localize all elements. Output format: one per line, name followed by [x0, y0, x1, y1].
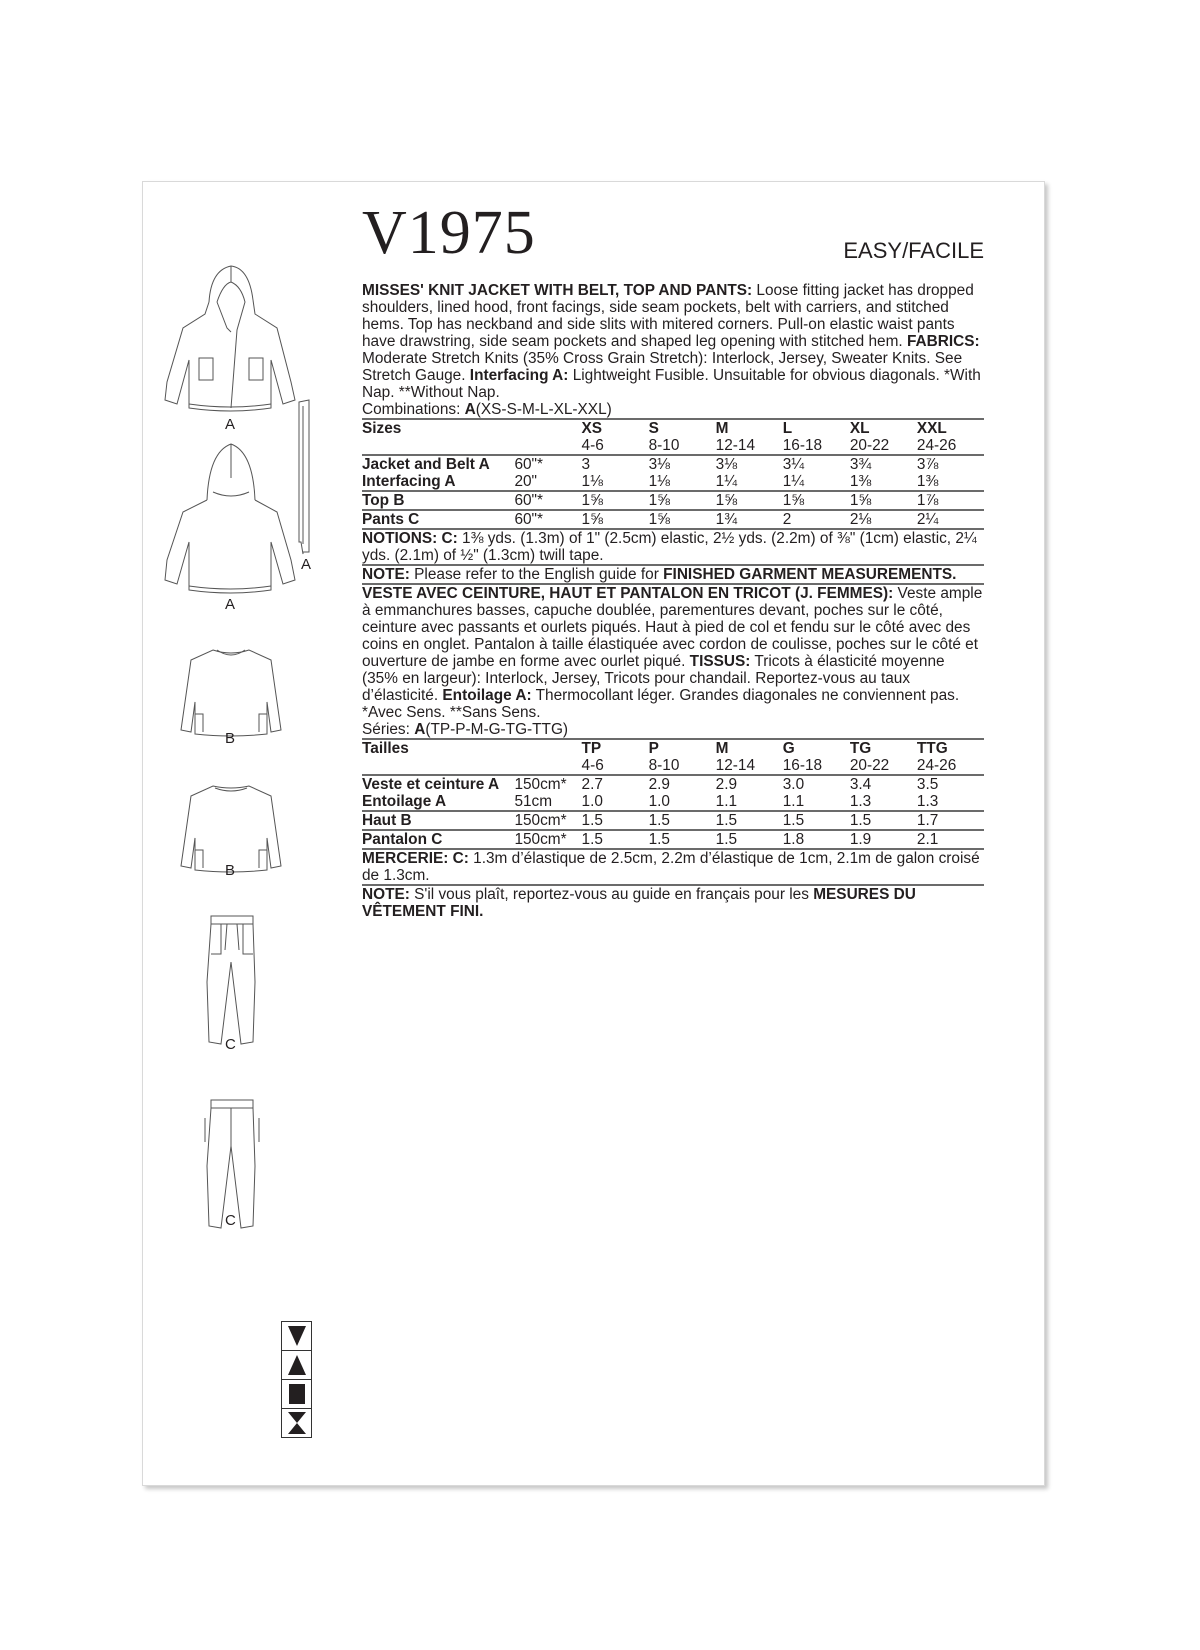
- table-row: Entoilage A 51cm 1.0 1.0 1.1 1.1 1.3 1.3: [362, 793, 939, 810]
- belt-drawing: [299, 400, 309, 554]
- table-row: Haut B 150cm* 1.5 1.5 1.5 1.5 1.5 1.7: [362, 811, 984, 830]
- pattern-symbols: [281, 1321, 312, 1438]
- jacket-back-drawing: [165, 444, 295, 593]
- table-row: Top B 60"* 1⅝ 1⅝ 1⅝ 1⅝ 1⅝ 1⅞: [362, 491, 984, 510]
- table-row: Pantalon C 150cm* 1.5 1.5 1.5 1.8 1.9 2.1: [362, 830, 984, 848]
- french-combinations: Séries: A(TP-P-M-G-TG-TTG): [362, 721, 569, 738]
- table-row: Jacket and Belt A 60"* 3 3⅛ 3⅛ 3¼ 3¾ 3⅞: [362, 455, 984, 473]
- english-notions: NOTIONS: C: 1⅜ yds. (1.3m) of 1" (2.5cm) elastic, 2½ yds. (2.2m) of ⅜" (1cm) elastic, 2¼ yds. (2.1m) of ½" (1.3cm) twill tape.: [362, 528, 984, 564]
- table-row: Pants C 60"* 1⅝ 1⅝ 1¾ 2 2⅛ 2¼: [362, 510, 984, 528]
- view-label-top-back: B: [225, 862, 236, 879]
- view-label-jacket-front: A: [225, 416, 236, 433]
- top-back-drawing: [181, 786, 281, 872]
- french-yardage-table: Tailles TP P M G TG TTG 4-6 8-10 12-14 16-18 20-22 24-26 Veste et ceinture A 150cm* 2.7 2.9 2.9 3.0 3.4 3.5 Entoilage A 51cm 1.0 1.0 1.1 1.1 1.3 1.3 Haut B 150cm* 1.5 1.5 1.5 1.5 1.5 1.7 Pantalon C 150cm* 1.5 1.5 1.5 1.8 1.9 2.1: [362, 738, 984, 848]
- view-label-top-front: B: [225, 730, 236, 747]
- view-label-pants-back: C: [225, 1212, 236, 1229]
- pattern-number: V1975: [362, 199, 536, 267]
- french-description: VESTE AVEC CEINTURE, HAUT ET PANTALON EN TRICOT (J. FEMMES): Veste ample à emmanchures basses, capuche doublée, parementures devant, poches sur le côté, ceinture avec passants et ourlets piqués. Haut à pied de col et fendu sur le côté avec des coins en onglet. Pantalon à taille élastiquée avec cordon de coulisse, poches sur le côté et ouverture de jambe en forme avec ourlet piqué. TISSUS: Tricots à élasticité moyenne (35% en largeur): Interlock, Jersey, Tricots pour chandail. Reportez-vous au taux d’élasticité. Entoilage A: Thermocollant léger. Grandes diagonales ne conviennent pas. *Avec Sens. **Sans Sens.: [362, 585, 983, 721]
- pattern-envelope-back: [142, 181, 1045, 1486]
- jacket-front-drawing: [165, 266, 295, 411]
- view-label-belt: A: [301, 556, 312, 573]
- pattern-info: [362, 282, 984, 920]
- view-label-jacket-back: A: [225, 596, 236, 613]
- technical-drawings: [143, 182, 353, 1312]
- top-front-drawing: [181, 650, 281, 736]
- triangle-down-icon: [288, 1326, 306, 1346]
- table-row: Interfacing A 20" 1⅛ 1⅛ 1¼ 1¼ 1⅜ 1⅜: [362, 473, 939, 490]
- english-yardage-table: Sizes XS S M L XL XXL 4-6 8-10 12-14 16-18 20-22 24-26 Jacket and Belt A 60"* 3 3⅛ 3⅛ 3¼ 3¾ 3⅞ Interfacing A 20" 1⅛ 1⅛ 1¼ 1¼ 1⅜ 1⅜ Top B 60"* 1⅝ 1⅝ 1⅝ 1⅝ 1⅝ 1⅞ Pants C 60"* 1⅝ 1⅝ 1¾ 2 2⅛ 2¼: [362, 418, 984, 528]
- english-description: MISSES' KNIT JACKET WITH BELT, TOP AND PANTS: Loose fitting jacket has dropped shoulders, lined hood, front facings, side seam pockets, belt with carriers, and stitched hems. Top has neckband and side slits with mitered corners. Pull-on elastic waist pants have drawstring, side seam pockets and shaped leg opening with stitched hem. FABRICS: Moderate Stretch Knits (35% Cross Grain Stretch): Interlock, Jersey, Sweater Knits. See Stretch Gauge. Interfacing A: Lightweight Fusible. Unsuitable for obvious diagonals. *With Nap. **Without Nap.: [362, 282, 981, 401]
- table-row: Veste et ceinture A 150cm* 2.7 2.9 2.9 3.0 3.4 3.5: [362, 775, 984, 793]
- view-label-pants-front: C: [225, 1036, 236, 1053]
- pants-front-drawing: [207, 916, 255, 1044]
- triangle-up-icon: [288, 1355, 306, 1375]
- square-icon: [289, 1384, 305, 1404]
- difficulty-level: EASY/FACILE: [843, 238, 984, 263]
- pants-back-drawing: [205, 1100, 259, 1228]
- english-note: NOTE: Please refer to the English guide for FINISHED GARMENT MEASUREMENTS.: [362, 564, 984, 583]
- hourglass-icon: [288, 1412, 306, 1434]
- french-notions: MERCERIE: C: 1.3m d’élastique de 2.5cm, 2.2m d’élastique de 1cm, 2.1m de galon croisé de 1.3cm.: [362, 848, 984, 884]
- english-combinations: Combinations: A(XS-S-M-L-XL-XXL): [362, 401, 612, 418]
- french-note: NOTE: S'il vous plaît, reportez-vous au guide en français pour les MESURES DU VÊTEMENT FINI.: [362, 884, 984, 920]
